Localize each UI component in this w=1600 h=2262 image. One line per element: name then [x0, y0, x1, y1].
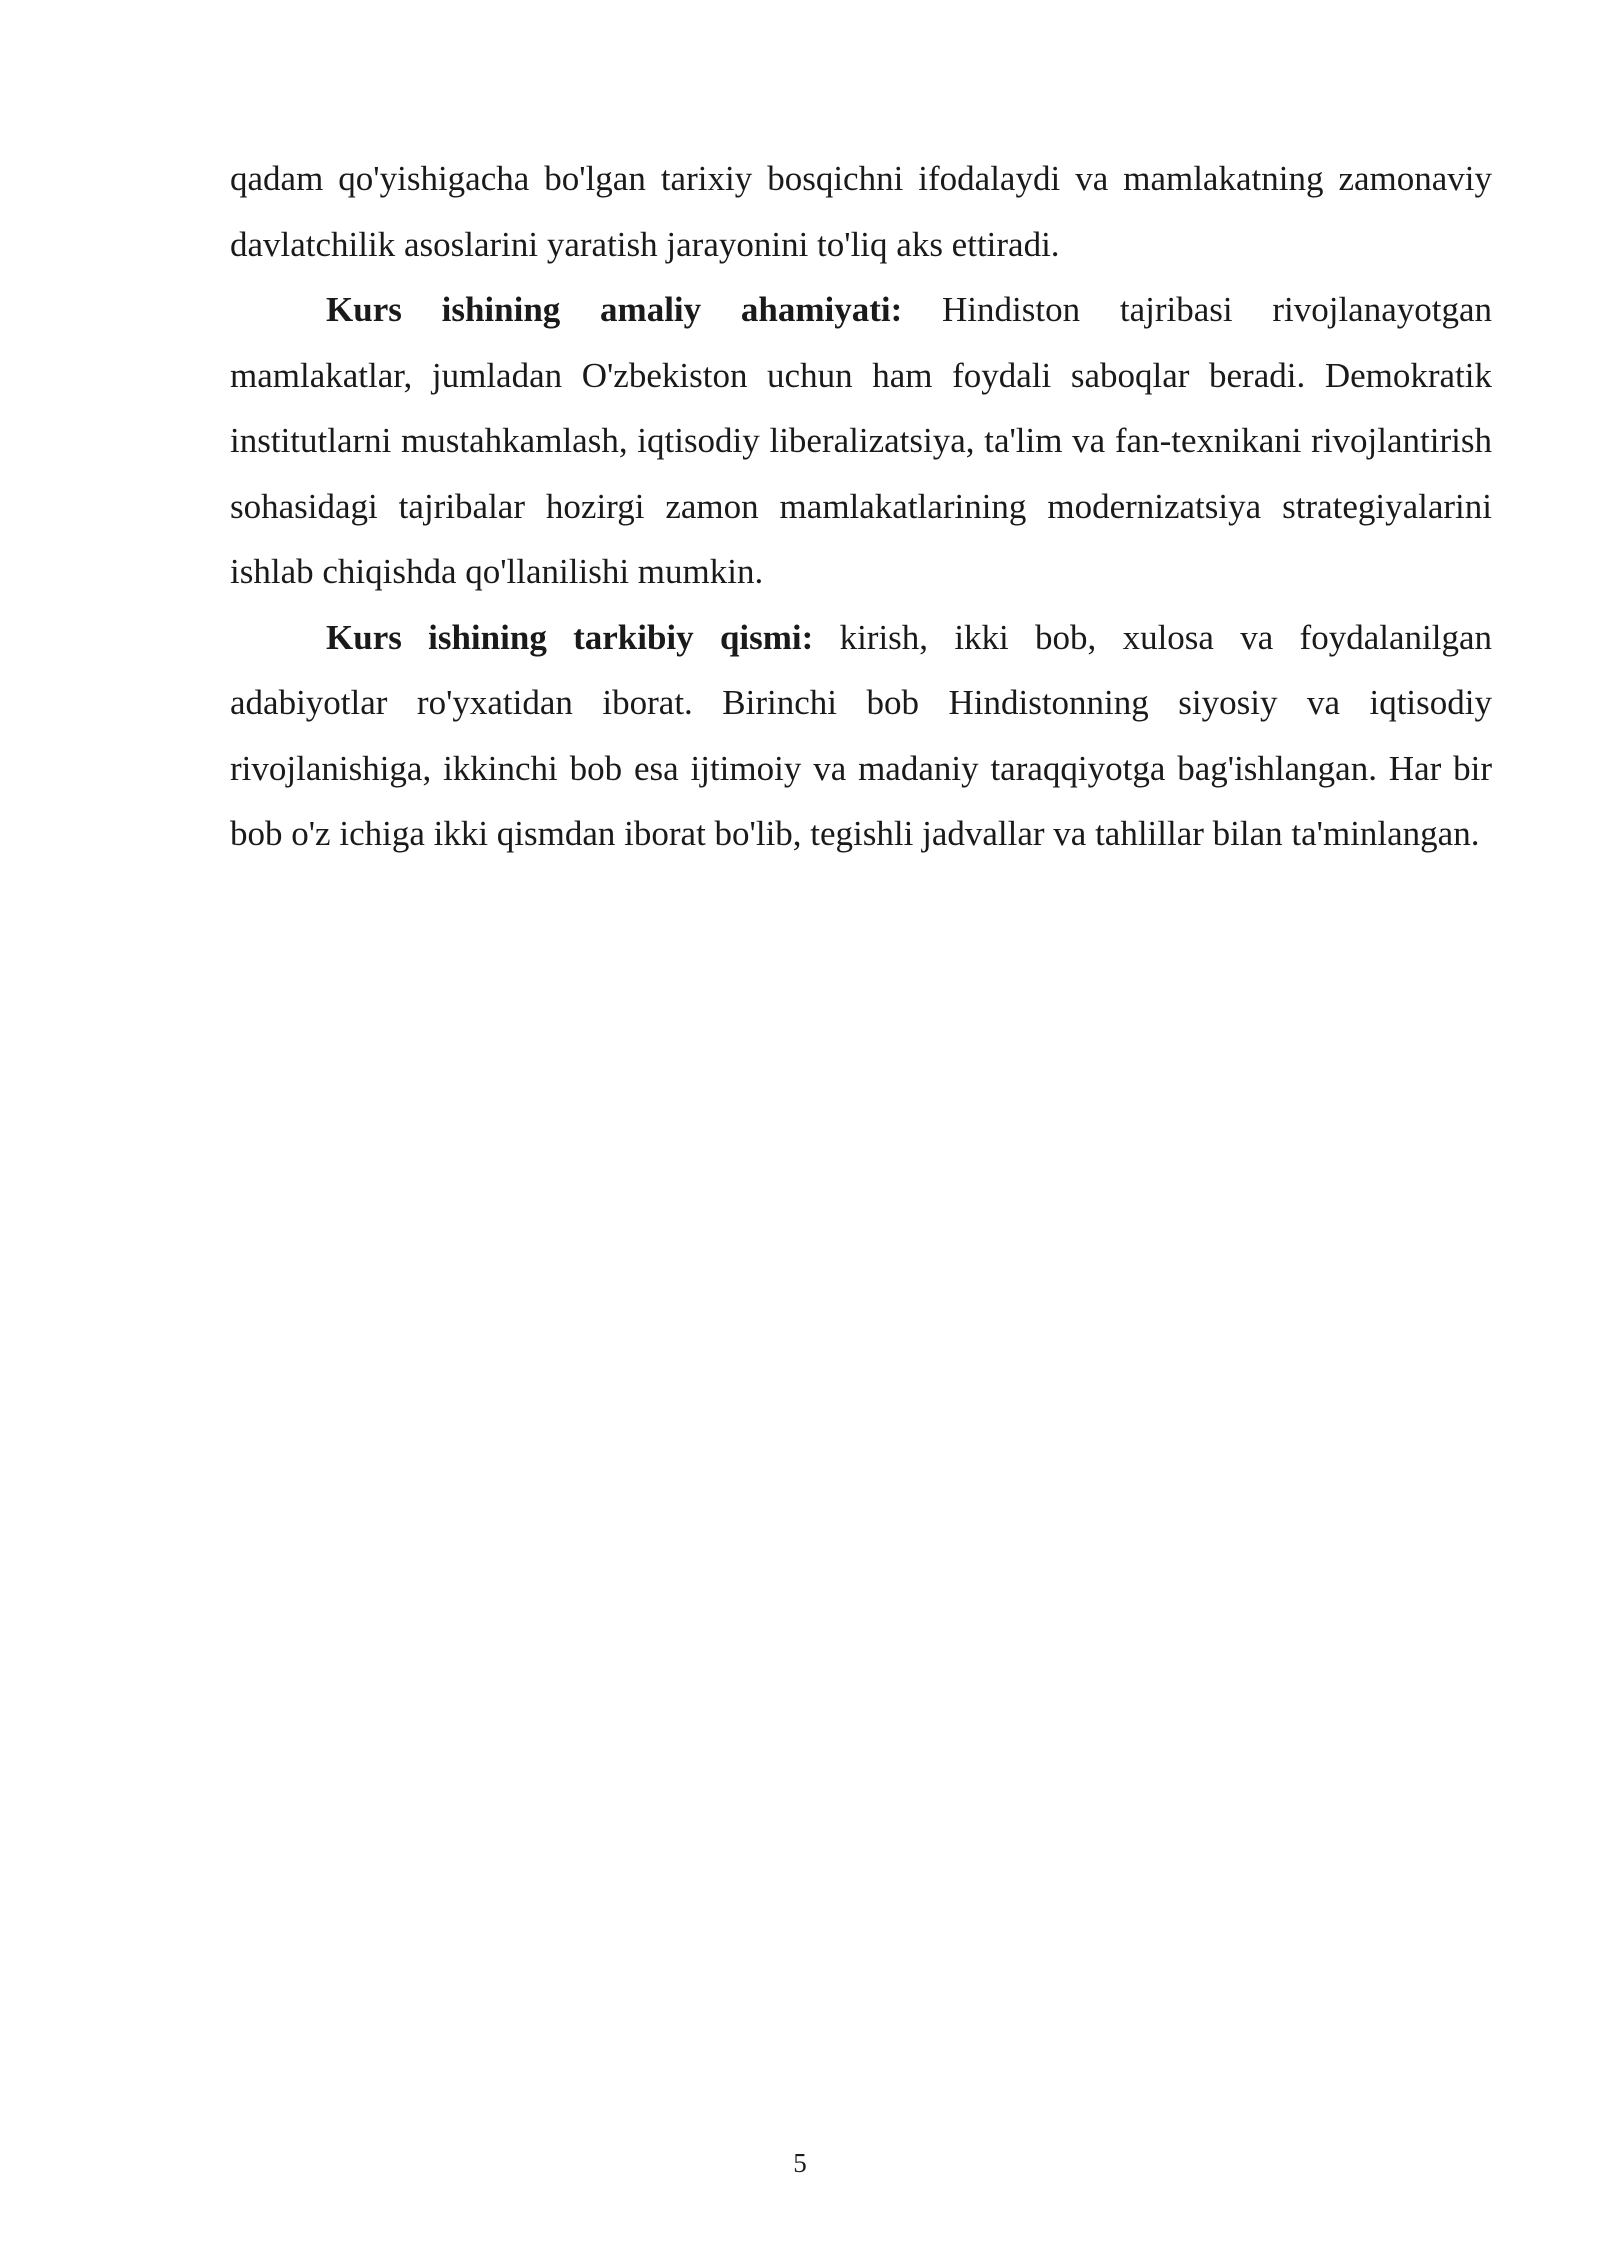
paragraph-practical-significance [230, 277, 1492, 605]
paragraph-structure [230, 605, 1492, 867]
practical-significance-heading: Kurs ishining amaliy ahamiyati: [326, 290, 903, 329]
page-number: 5 [793, 2148, 807, 2178]
structure-heading: Kurs ishining tarkibiy qismi: [326, 617, 814, 657]
paragraph-continuation [230, 146, 1492, 277]
paragraph-continuation-text: qadam qo'yishigacha bo'lgan tarixiy bosqichni ifodalaydi va mamlakatning zamonaviy davlatchilik asoslarini yaratish jarayonini to'liq aks ettiradi. [230, 159, 1492, 264]
practical-significance-text: Hindiston tajribasi rivojlanayotgan mamlakatlar, jumladan O'zbekiston uchun ham foydali saboqlar beradi. Demokratik institutlarni mustahkamlash, iqtisodiy liberalizatsiya, ta'lim va fan-texnikani rivojlantirish sohasidagi tajribalar hozirgi zamon mamlakatlarining modernizatsiya strategiyalarini ishlab chiqishda qo'llanilishi mumkin. [230, 290, 1492, 591]
structure-text: kirish, ikki bob, xulosa va foydalanilgan adabiyotlar ro'yxatidan iborat. Birinchi bob Hindistonning siyosiy va iqtisodiy rivojlanishiga, ikkinchi bob esa ijtimoiy va madaniy taraqqiyotga bag'ishlangan. Har bir bob o'z ichiga ikki qismdan iborat bo'lib, tegishli jadvallar va tahlillar bilan ta'minlangan. [230, 617, 1492, 853]
body-text [230, 146, 1492, 867]
